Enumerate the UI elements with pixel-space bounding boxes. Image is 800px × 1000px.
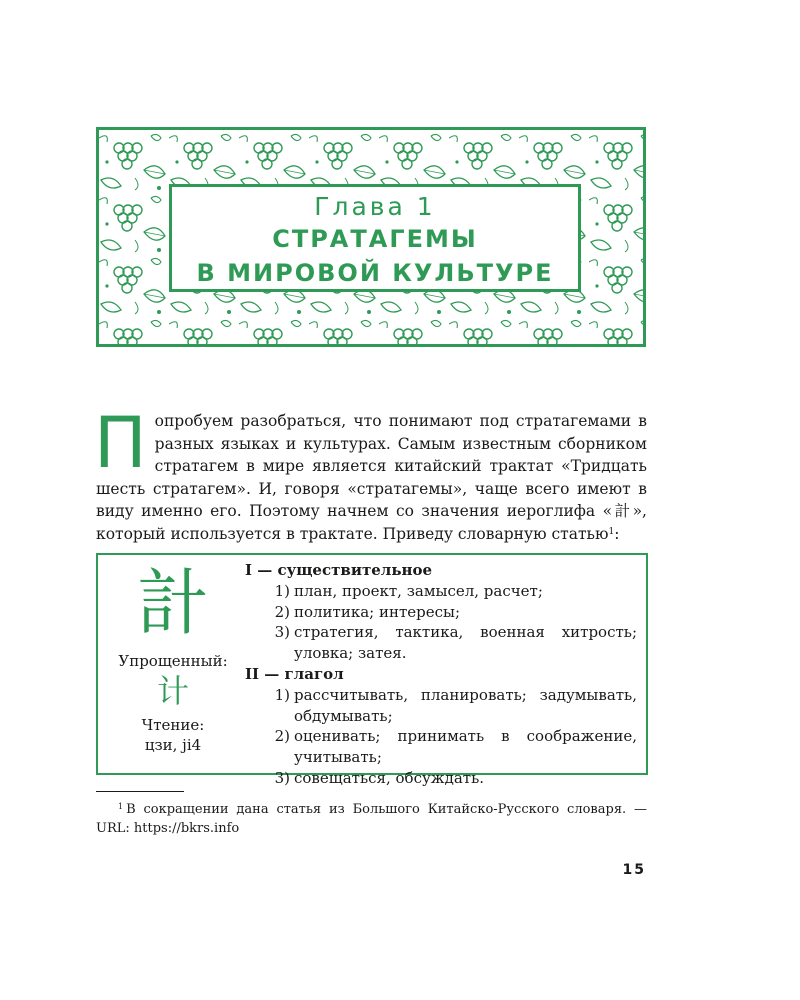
- sense-number: 1): [274, 685, 290, 704]
- reading-label: Чтение:: [141, 716, 205, 734]
- noun-sense: [245, 581, 637, 602]
- footnote-divider: [96, 791, 184, 792]
- page-number: 15: [622, 862, 646, 878]
- footnote-text: В сокращении дана статья из Большого Китайско-Русского словаря. — URL: https://bkrs.info: [96, 802, 647, 836]
- sense-text: план, проект, замысел, расчет;: [294, 581, 543, 600]
- intro-paragraph: [94, 402, 647, 546]
- sense-text: оценивать; принимать в соображение, учитывать;: [294, 727, 637, 767]
- noun-sense: [245, 602, 637, 623]
- sense-number: 1): [274, 581, 290, 600]
- chapter-title-line-1: СТРАТАГЕМЫ: [272, 225, 478, 253]
- noun-label: I — существительное: [245, 561, 433, 579]
- chapter-title-line-2: В МИРОВОЙ КУЛЬТУРЕ: [196, 259, 554, 287]
- dictionary-character-panel: [98, 555, 248, 773]
- verb-sense: [245, 726, 637, 768]
- verb-sense: [245, 768, 637, 789]
- footnote-mark: 1: [118, 802, 124, 811]
- sense-number: 2): [274, 602, 290, 621]
- dictionary-definitions: [245, 560, 637, 789]
- sense-text: стратегия, тактика, военная хитрость; уловка; затея.: [294, 623, 637, 663]
- sense-number: 3): [274, 623, 290, 642]
- footnote-reference[interactable]: 1: [608, 526, 615, 537]
- sense-text: совещаться, обсуждать.: [294, 768, 485, 787]
- sense-number: 3): [274, 768, 290, 787]
- footnote: [96, 797, 647, 838]
- chapter-number: Глава 1: [314, 192, 436, 221]
- sense-text: политика; интересы;: [294, 602, 461, 621]
- sense-number: 2): [274, 727, 290, 746]
- simplified-character: 计: [156, 672, 189, 710]
- noun-sense: [245, 622, 637, 664]
- dictionary-entry: [96, 553, 648, 787]
- sense-text: рассчитывать, планировать; задумывать, обдумывать;: [294, 685, 637, 725]
- drop-cap: П: [94, 402, 147, 484]
- verb-label: II — глагол: [245, 664, 344, 683]
- paragraph-end: :: [614, 524, 620, 543]
- chapter-title-box: [169, 184, 581, 292]
- simplified-label: Упрощенный:: [118, 652, 228, 670]
- verb-sense: [245, 685, 637, 727]
- traditional-character: 計: [136, 561, 209, 645]
- paragraph-text: опробуем разобраться, что понимают под стратагемами в разных языках и культурах. Самым известным сборником стратагем в мире является китайский трактат «Тридцать шесть стратагем». И, говоря «стратагемы», чаще всего имеют в виду именно его. Поэтому начнем со значения иероглифа «計», который используется в трактате. Приведу словарную статью: [96, 412, 647, 543]
- reading-value: цзи, ji4: [144, 736, 202, 754]
- body-text: [94, 402, 647, 546]
- chapter-banner: [96, 127, 646, 347]
